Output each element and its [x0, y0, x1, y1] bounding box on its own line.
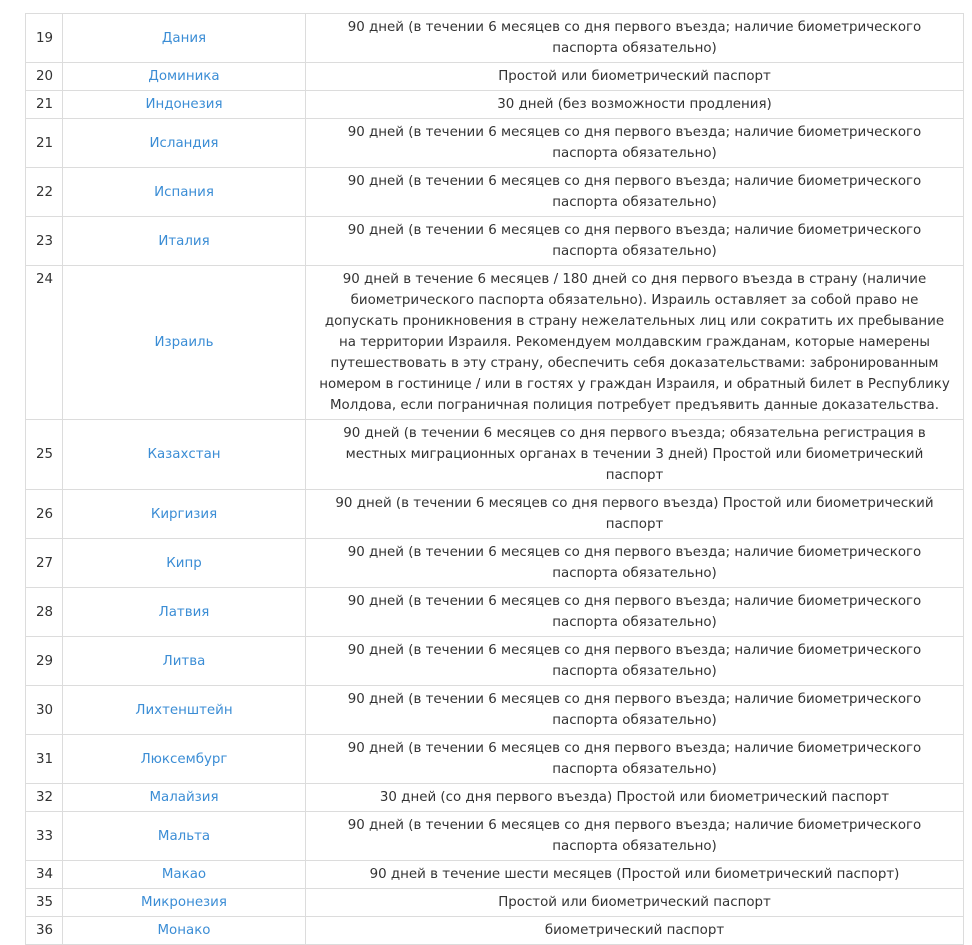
country-link[interactable]: Макао: [161, 867, 207, 882]
visa-conditions: Простой или биометрический паспорт: [306, 889, 964, 917]
visa-conditions: 90 дней (в течении 6 месяцев со дня первого въезда; обязательна регистрация в местных миграционных органах в течении 3 дней) Простой или биометрический паспорт: [306, 420, 964, 490]
country-cell: [63, 735, 306, 784]
country-cell: [63, 266, 306, 420]
country-link[interactable]: Казахстан: [147, 447, 221, 462]
table-row: [26, 917, 964, 945]
country-link[interactable]: Италия: [158, 233, 210, 249]
country-cell: [63, 91, 306, 119]
table-row: [26, 63, 964, 91]
country-cell: [63, 889, 306, 917]
country-link[interactable]: Мальта: [157, 828, 211, 844]
country-cell: [63, 812, 306, 861]
table-row: [26, 539, 964, 588]
row-number: 21: [26, 91, 63, 119]
country-cell: [63, 861, 306, 889]
row-number: 22: [26, 168, 63, 217]
country-cell: [63, 490, 306, 539]
visa-free-countries-table: [25, 13, 964, 945]
country-cell: [63, 637, 306, 686]
visa-conditions: 90 дней (в течении 6 месяцев со дня первого въезда; наличие биометрического паспорта обязательно): [306, 735, 964, 784]
table-row: [26, 637, 964, 686]
row-number: 31: [26, 735, 63, 784]
visa-conditions: 30 дней (со дня первого въезда) Простой или биометрический паспорт: [306, 784, 964, 812]
table-row: [26, 119, 964, 168]
table-row: [26, 490, 964, 539]
country-link[interactable]: Доминика: [148, 69, 220, 84]
table-row: [26, 217, 964, 266]
visa-conditions: биометрический паспорт: [306, 917, 964, 945]
country-cell: [63, 119, 306, 168]
row-number: 29: [26, 637, 63, 686]
visa-conditions: 90 дней (в течении 6 месяцев со дня первого въезда; наличие биометрического паспорта обязательно): [306, 14, 964, 63]
row-number: 27: [26, 539, 63, 588]
row-number: 30: [26, 686, 63, 735]
country-link[interactable]: Литва: [162, 653, 206, 669]
country-link[interactable]: Киргизия: [150, 506, 218, 522]
country-link[interactable]: Израиль: [154, 335, 214, 350]
table-row: [26, 861, 964, 889]
table-row: [26, 588, 964, 637]
table-row: [26, 784, 964, 812]
country-cell: [63, 168, 306, 217]
visa-conditions: 90 дней (в течении 6 месяцев со дня первого въезда; наличие биометрического паспорта обязательно): [306, 812, 964, 861]
visa-conditions: 90 дней (в течении 6 месяцев со дня первого въезда) Простой или биометрический паспорт: [306, 490, 964, 539]
country-link[interactable]: Испания: [154, 184, 214, 200]
country-link[interactable]: Латвия: [158, 604, 210, 620]
row-number: 32: [26, 784, 63, 812]
country-link[interactable]: Монако: [157, 923, 211, 938]
visa-conditions: 90 дней в течение 6 месяцев / 180 дней со дня первого въезда в страну (наличие биометрического паспорта обязательно). Израиль оставляет за собой право не допускать проникновения в страну нежелательных лиц или сократить их пребывание на территории Израиля. Рекомендуем молдавским гражданам, которые намерены путешествовать в эту страну, обеспечить себя доказательствами: забронированным номером в гостинице / или в гостях у граждан Израиля, и обратный билет в Республику Молдова, если пограничная полиция потребует предъявить данные доказательства.: [306, 266, 964, 420]
country-cell: [63, 63, 306, 91]
row-number: 24: [26, 266, 63, 420]
row-number: 33: [26, 812, 63, 861]
country-cell: [63, 420, 306, 490]
visa-conditions: 30 дней (без возможности продления): [306, 91, 964, 119]
visa-conditions: 90 дней (в течении 6 месяцев со дня первого въезда; наличие биометрического паспорта обязательно): [306, 686, 964, 735]
visa-table-container: [25, 13, 964, 945]
country-link[interactable]: Лихтенштейн: [135, 702, 233, 718]
country-cell: [63, 539, 306, 588]
country-cell: [63, 686, 306, 735]
table-row: [26, 686, 964, 735]
visa-conditions: 90 дней в течение шести месяцев (Простой или биометрический паспорт): [306, 861, 964, 889]
row-number: 26: [26, 490, 63, 539]
visa-conditions: 90 дней (в течении 6 месяцев со дня первого въезда; наличие биометрического паспорта обязательно): [306, 637, 964, 686]
table-row: [26, 266, 964, 420]
country-cell: [63, 917, 306, 945]
table-row: [26, 168, 964, 217]
row-number: 20: [26, 63, 63, 91]
table-row: [26, 14, 964, 63]
row-number: 21: [26, 119, 63, 168]
row-number: 35: [26, 889, 63, 917]
visa-conditions: 90 дней (в течении 6 месяцев со дня первого въезда; наличие биометрического паспорта обязательно): [306, 119, 964, 168]
country-link[interactable]: Малайзия: [149, 790, 219, 805]
table-row: [26, 812, 964, 861]
table-row: [26, 420, 964, 490]
row-number: 19: [26, 14, 63, 63]
visa-conditions: 90 дней (в течении 6 месяцев со дня первого въезда; наличие биометрического паспорта обязательно): [306, 168, 964, 217]
visa-conditions: 90 дней (в течении 6 месяцев со дня первого въезда; наличие биометрического паспорта обязательно): [306, 217, 964, 266]
country-link[interactable]: Микронезия: [141, 895, 227, 910]
table-row: [26, 91, 964, 119]
row-number: 23: [26, 217, 63, 266]
table-row: [26, 889, 964, 917]
country-link[interactable]: Индонезия: [145, 97, 223, 112]
country-cell: [63, 784, 306, 812]
country-link[interactable]: Кипр: [166, 555, 202, 571]
table-row: [26, 735, 964, 784]
visa-conditions: 90 дней (в течении 6 месяцев со дня первого въезда; наличие биометрического паспорта обязательно): [306, 588, 964, 637]
row-number: 34: [26, 861, 63, 889]
row-number: 25: [26, 420, 63, 490]
country-link[interactable]: Дания: [161, 30, 207, 46]
visa-conditions: Простой или биометрический паспорт: [306, 63, 964, 91]
row-number: 36: [26, 917, 63, 945]
visa-conditions: 90 дней (в течении 6 месяцев со дня первого въезда; наличие биометрического паспорта обязательно): [306, 539, 964, 588]
country-link[interactable]: Исландия: [149, 135, 219, 151]
row-number: 28: [26, 588, 63, 637]
country-cell: [63, 217, 306, 266]
country-cell: [63, 14, 306, 63]
country-link[interactable]: Люксембург: [140, 751, 228, 767]
country-cell: [63, 588, 306, 637]
